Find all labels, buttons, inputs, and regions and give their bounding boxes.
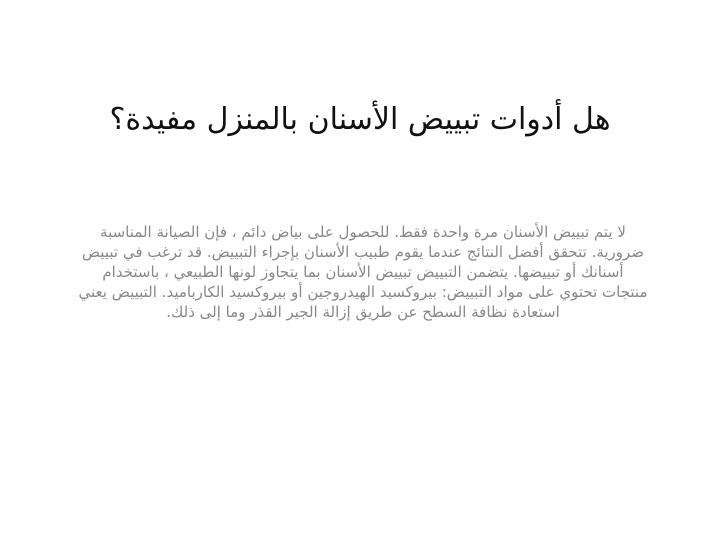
slide-body-text: لا يتم تبييض الأسنان مرة واحدة فقط. للحصول على بياض دائم ، فإن الصيانة المناسبة ضرورية. تتحقق أفضل النتائج عندما يقوم طبيب الأسنان بإجراء التبييض. قد ترغب في تبييض أسنانك أو تبييضها. يتضمن التبييض تبييض الأسنان بما يتجاوز لونها الطبيعي ، باستخدام منتجات تحتوي على مواد التبييض: بيروكسيد الهيدروجين أو بيروكسيد الكارباميد. التبييض يعني استعادة نظافة السطح عن طريق إزالة الجير القذر وما إلى ذلك.: [78, 223, 648, 321]
slide-title: هل أدوات تبييض الأسنان بالمنزل مفيدة؟: [109, 102, 611, 137]
